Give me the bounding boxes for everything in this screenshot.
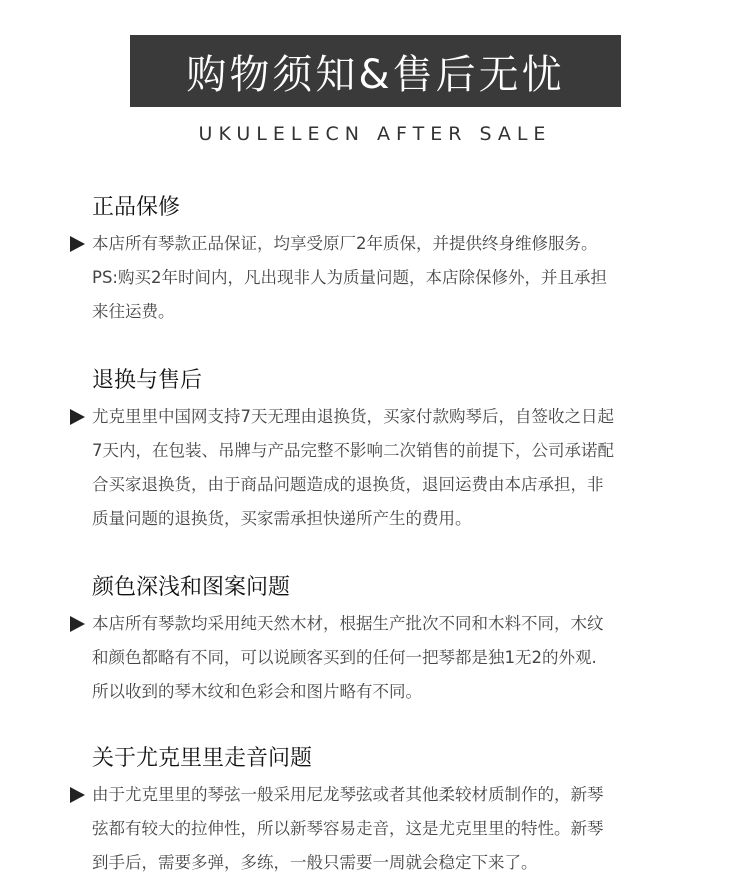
play-arrow-icon	[70, 616, 85, 632]
text-line	[70, 502, 690, 536]
text-line	[70, 261, 690, 295]
text-line	[70, 434, 690, 468]
line-text: 由于尤克里里的琴弦一般采用尼龙琴弦或者其他柔较材质制作的，新琴	[92, 785, 604, 804]
section-heading: 退换与售后	[92, 368, 203, 393]
play-arrow-icon	[70, 787, 85, 803]
section-body	[70, 778, 690, 880]
line-text: 合买家退换货，由于商品问题造成的退换货，退回运费由本店承担，非	[92, 475, 604, 494]
play-arrow-icon	[70, 409, 85, 425]
text-line	[70, 295, 690, 329]
section-heading: 正品保修	[92, 195, 181, 220]
text-line	[70, 227, 690, 261]
line-text: 本店所有琴款均采用纯天然木材，根据生产批次不同和木料不同，木纹	[92, 614, 604, 633]
section-body	[70, 227, 690, 329]
header-banner	[130, 35, 621, 107]
play-arrow-icon	[70, 236, 85, 252]
text-line	[70, 675, 690, 709]
page-subtitle: UKULELECN AFTER SALE	[198, 123, 552, 145]
line-text: 和颜色都略有不同，可以说顾客买到的任何一把琴都是独1无2的外观.	[92, 648, 597, 667]
section-heading: 关于尤克里里走音问题	[92, 746, 313, 771]
line-text: 尤克里里中国网支持7天无理由退换货，买家付款购琴后，自签收之日起	[92, 407, 614, 426]
line-text: 质量问题的退换货，买家需承担快递所产生的费用。	[92, 509, 472, 528]
line-text: 本店所有琴款正品保证，均享受原厂2年质保，并提供终身维修服务。	[92, 234, 598, 253]
line-text: 来往运费。	[92, 302, 175, 321]
section-heading: 颜色深浅和图案问题	[92, 575, 291, 600]
line-text: 到手后，需要多弹，多练，一般只需要一周就会稳定下来了。	[92, 853, 538, 872]
page-title: 购物须知&售后无忧	[186, 51, 565, 98]
text-line	[70, 641, 690, 675]
line-text: 弦都有较大的拉伸性，所以新琴容易走音，这是尤克里里的特性。新琴	[92, 819, 604, 838]
text-line	[70, 846, 690, 880]
text-line	[70, 778, 690, 812]
text-line	[70, 400, 690, 434]
line-text: 7天内，在包装、吊牌与产品完整不影响二次销售的前提下，公司承诺配	[92, 441, 614, 460]
line-text: PS:购买2年时间内，凡出现非人为质量问题，本店除保修外，并且承担	[92, 268, 607, 287]
text-line	[70, 607, 690, 641]
text-line	[70, 468, 690, 502]
section-body	[70, 607, 690, 709]
line-text: 所以收到的琴木纹和色彩会和图片略有不同。	[92, 682, 422, 701]
text-line	[70, 812, 690, 846]
section-body	[70, 400, 690, 536]
